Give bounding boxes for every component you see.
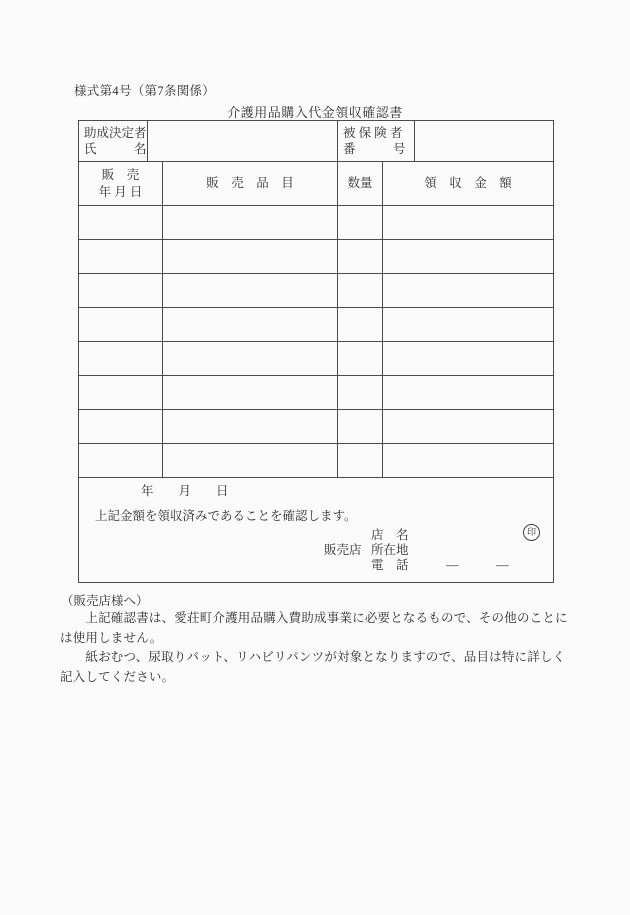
insured-number-value-cell [415,121,553,161]
item-header-label: 販 売 品 目 [206,176,294,190]
empty-cell [79,410,163,443]
sale-date-column-header [79,162,163,205]
insured-label-line1: 被 保 険 者 [343,126,403,140]
amount-column-header [383,162,553,205]
store-name-label: 店 名 [371,528,409,542]
quantity-header-label: 数量 [347,176,373,190]
empty-cell [383,308,553,341]
empty-cell [383,206,553,239]
empty-cell [383,376,553,409]
empty-cell [383,410,553,443]
empty-cell [163,240,338,273]
empty-cell [79,206,163,239]
store-address-label: 所在地 [371,543,409,557]
empty-cell [79,274,163,307]
empty-cell [163,410,338,443]
date-blank-line: 年 月 日 [141,484,229,498]
footer-note-line: は使用しません。 [60,630,163,645]
empty-cell [338,342,383,375]
item-column-header [163,162,338,205]
confirmation-statement: 上記金額を領収済みであることを確認します。 [95,509,357,523]
empty-data-row [79,376,553,410]
empty-cell [163,444,338,477]
empty-cell [163,342,338,375]
empty-cell [79,308,163,341]
empty-cell [163,206,338,239]
empty-data-row [79,342,553,376]
sale-date-header-line2: 年 月 日 [98,184,143,199]
empty-cell [338,308,383,341]
empty-cell [383,444,553,477]
empty-cell [163,376,338,409]
empty-data-row [79,274,553,308]
empty-cell [383,274,553,307]
footer-heading: （販売店様へ） [61,594,149,608]
empty-cell [338,206,383,239]
empty-data-row [79,444,553,478]
footer-note-line: 上記確認書は、愛荘町介護用品購入費助成事業に必要となるもので、その他のことに [60,611,568,625]
amount-header-label: 領 収 金 額 [424,176,512,190]
form-number-label: 様式第4号（第7条関係） [74,84,216,98]
empty-data-row [79,308,553,342]
column-header-row [79,162,553,206]
empty-cell [338,444,383,477]
empty-cell [79,342,163,375]
empty-cell [338,376,383,409]
empty-data-row [79,206,553,240]
quantity-column-header [338,162,383,205]
empty-cell [79,444,163,477]
empty-data-row [79,240,553,274]
document-title: 介護用品購入代金領収確認書 [227,105,403,120]
footer-note-line: 記入してください。 [60,669,175,684]
empty-cell [338,240,383,273]
empty-cell [163,308,338,341]
store-phone-label: 電 話 ― ― [371,558,509,572]
grantee-name-label-cell [79,121,148,161]
empty-cell [338,410,383,443]
grantee-label-line2: 氏 名 [84,142,147,156]
footer-notes [60,609,570,687]
empty-cell [383,240,553,273]
grantee-header-row [79,121,553,162]
insured-number-label-cell [338,121,415,161]
empty-cell [79,376,163,409]
empty-cell [338,274,383,307]
empty-data-row [79,410,553,444]
sale-date-header-line1: 販 売 [101,167,140,182]
store-label: 販売店 [324,543,362,557]
empty-cell [163,274,338,307]
grantee-label-line1: 助成決定者 [84,126,147,140]
footer-note-line: 紙おむつ、尿取りパット、リハビリパンツが対象となりますので、品目は特に詳しく [60,650,566,664]
empty-cell [79,240,163,273]
insured-label-line2: 番 号 [343,142,406,156]
grantee-name-value-cell [148,121,338,161]
receipt-table [78,120,554,583]
empty-cell [383,342,553,375]
seal-stamp-icon: 印 [523,524,540,541]
confirmation-block [79,478,553,582]
